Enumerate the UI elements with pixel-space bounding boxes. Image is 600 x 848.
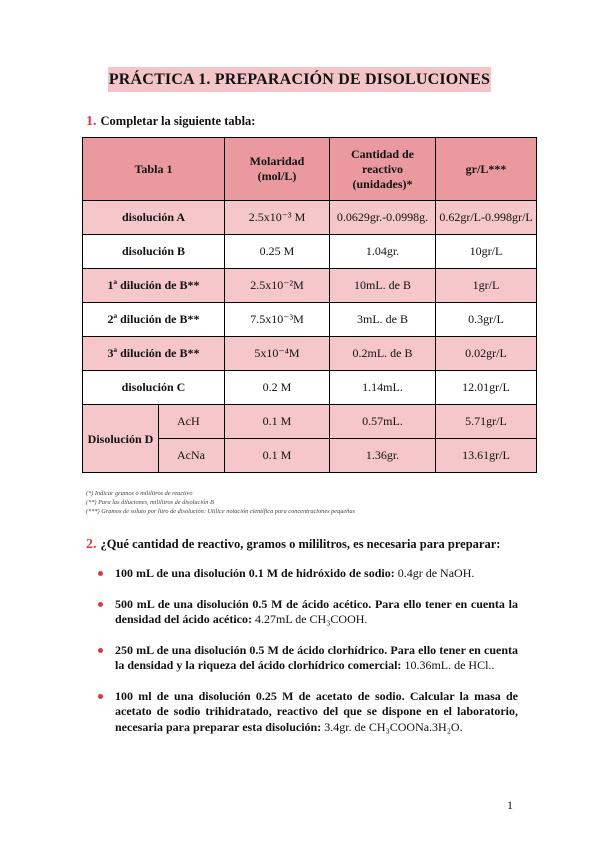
row-label: Disolución D — [83, 405, 159, 473]
molarity-cell: 5x10⁻⁴M — [225, 337, 330, 371]
row-label: disolución B — [83, 235, 225, 269]
row-label: 3ª dilución de B** — [83, 337, 225, 371]
quantity-cell: 10mL. de B — [330, 269, 436, 303]
sub-row-label: AcH — [159, 405, 225, 439]
table-row — [83, 269, 537, 303]
answer-text: 10.36mL. de HCl.. — [401, 658, 495, 672]
row-label: disolución A — [83, 201, 225, 235]
question-list — [98, 566, 518, 750]
quantity-cell: 0.57mL. — [330, 405, 436, 439]
answer-text: 0.4gr de NaOH. — [394, 566, 475, 580]
table-header-cell: Molaridad (mol/L) — [225, 138, 330, 201]
grl-cell: 10gr/L — [436, 235, 537, 269]
table-row — [83, 405, 537, 439]
grl-cell: 12.01gr/L — [436, 371, 537, 405]
grl-cell: 13.61gr/L — [436, 439, 537, 473]
table-header-row — [83, 138, 537, 201]
molarity-cell: 0.2 M — [225, 371, 330, 405]
table-row — [83, 371, 537, 405]
section-2-text: ¿Qué cantidad de reactivo, gramos o mililitros, es necesaria para preparar: — [100, 537, 501, 551]
grl-cell: 0.3gr/L — [436, 303, 537, 337]
bullet-icon — [98, 602, 103, 607]
table-row — [83, 303, 537, 337]
row-label: disolución C — [83, 371, 225, 405]
list-item — [98, 597, 518, 628]
list-item — [98, 689, 518, 736]
answer-text: 3.4gr. de CH₃COONa.3H₂O. — [321, 719, 463, 734]
molarity-cell: 0.1 M — [225, 405, 330, 439]
quantity-cell: 3mL. de B — [330, 303, 436, 337]
page-title: PRÁCTICA 1. PREPARACIÓN DE DISOLUCIONES — [108, 67, 491, 92]
grl-cell: 1gr/L — [436, 269, 537, 303]
quantity-cell: 1.14mL. — [330, 371, 436, 405]
table-footnotes — [86, 489, 355, 516]
section-2-heading — [86, 537, 500, 553]
grl-cell: 5.71gr/L — [436, 405, 537, 439]
grl-cell: 0.62gr/L-0.998gr/L — [436, 201, 537, 235]
footnote: (*) Indicar gramos o mililitros de reactivo — [86, 490, 193, 497]
question-text: 500 mL de una disolución 0.5 M de ácido acético. Para ello tener en cuenta la densidad del ácido acético: — [115, 596, 518, 626]
list-item — [98, 643, 518, 674]
question-text: 100 ml de una disolución 0.25 M de acetato de sodio. Calcular la masa de acetato de sodio trihidratado, reactivo del que se dispone en el laboratorio, necesaria para preparar esta disolución: — [115, 688, 518, 734]
quantity-cell: 0.0629gr.-0.0998g. — [330, 201, 436, 235]
answer-text: 4.27mL de CH₃COOH. — [252, 612, 368, 626]
footnote: (***) Gramos de soluto por litro de disolución: Utilice notación científica para concentraciones pequeñas — [86, 508, 355, 515]
table-row — [83, 201, 537, 235]
molarity-cell: 2.5x10⁻²M — [225, 269, 330, 303]
table-header-cell: Tabla 1 — [83, 138, 225, 201]
molarity-cell: 2.5x10⁻³ M — [225, 201, 330, 235]
table-header-cell: Cantidad de reactivo (unidades)* — [330, 138, 436, 201]
page-number: 1 — [507, 798, 513, 812]
table-row — [83, 235, 537, 269]
question-text: 100 mL de una disolución 0.1 M de hidróxido de sodio: — [115, 566, 395, 580]
list-item — [98, 566, 518, 582]
molarity-cell: 0.25 M — [225, 235, 330, 269]
quantity-cell: 1.36gr. — [330, 439, 436, 473]
question-text: 250 mL de una disolución 0.5 M de ácido clorhídrico. Para ello tener en cuenta la densidad y la riqueza del ácido clorhídrico comercial: — [115, 642, 518, 672]
quantity-cell: 1.04gr. — [330, 235, 436, 269]
section-2-number: 2. — [86, 537, 97, 552]
bullet-icon — [98, 648, 103, 653]
grl-cell: 0.02gr/L — [436, 337, 537, 371]
section-1-text: Completar la siguiente tabla: — [100, 114, 256, 128]
row-label: 2ª dilución de B** — [83, 303, 225, 337]
molarity-cell: 7.5x10⁻³M — [225, 303, 330, 337]
table-row — [83, 337, 537, 371]
sub-row-label: AcNa — [159, 439, 225, 473]
table-header-cell: gr/L*** — [436, 138, 537, 201]
quantity-cell: 0.2mL. de B — [330, 337, 436, 371]
section-1-heading — [86, 114, 255, 130]
solutions-table — [82, 137, 537, 473]
section-1-number: 1. — [86, 114, 97, 129]
bullet-icon — [98, 571, 103, 576]
footnote: (**) Para las diluciones, mililitros de disolución B — [86, 499, 214, 506]
row-label: 1ª dilución de B** — [83, 269, 225, 303]
molarity-cell: 0.1 M — [225, 439, 330, 473]
bullet-icon — [98, 694, 103, 699]
